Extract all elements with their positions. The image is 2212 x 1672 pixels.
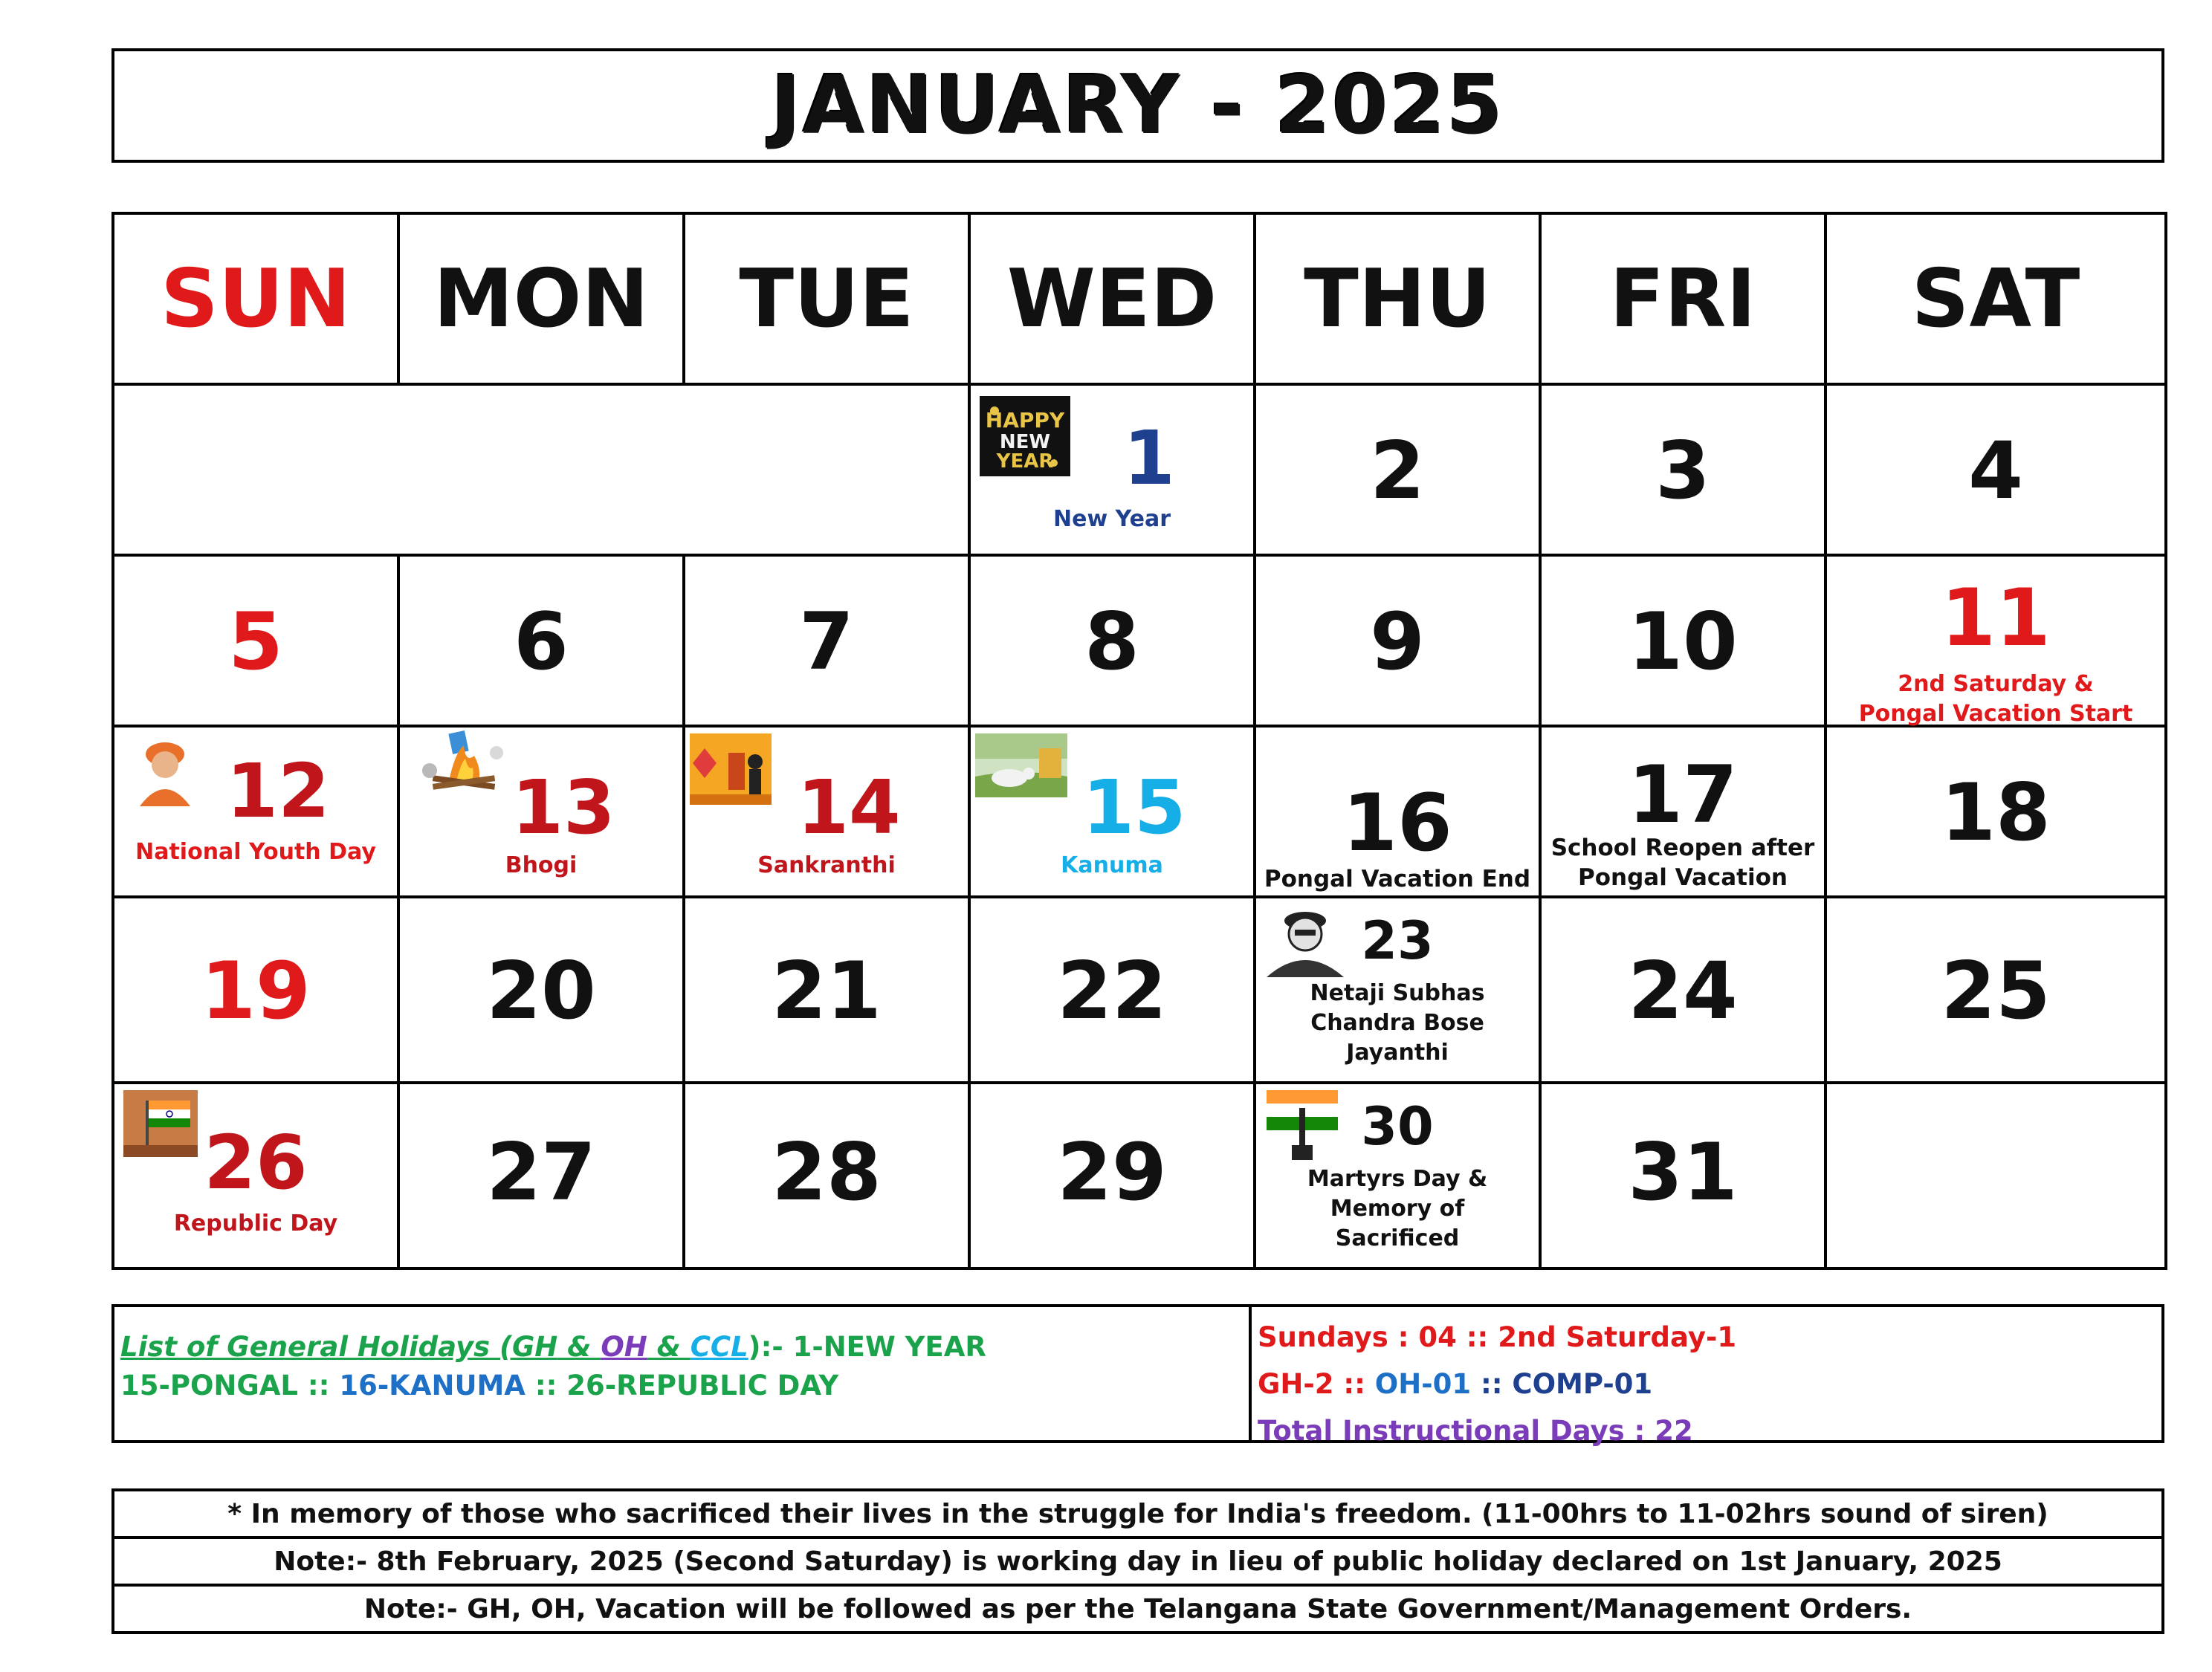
day-number: 13 xyxy=(511,764,615,851)
day-number: 1 xyxy=(1123,415,1175,502)
weekday-wed: WED xyxy=(969,213,1255,384)
svg-text:NEW: NEW xyxy=(999,431,1051,453)
holiday-list-line-1 xyxy=(120,1328,1243,1367)
amp-separator: & xyxy=(557,1331,601,1363)
day-number: 30 xyxy=(1361,1096,1434,1157)
oh-count: OH-01 xyxy=(1374,1367,1472,1400)
holiday-label: Republic Day xyxy=(173,1211,338,1237)
day-number: 22 xyxy=(1057,945,1167,1037)
holiday-label: School Reopen after xyxy=(1550,835,1815,861)
day-number: 25 xyxy=(1941,945,2051,1037)
day-cell-2 xyxy=(1255,384,1540,555)
day-number: 28 xyxy=(772,1127,882,1218)
calendar-title: JANUARY - 2025 xyxy=(771,59,1505,152)
day-number: 17 xyxy=(1628,749,1738,840)
holiday-label-line-2: Chandra Bose xyxy=(1310,1010,1484,1036)
holiday-label-line-2: Memory of xyxy=(1330,1196,1465,1222)
holiday-list-line-2 xyxy=(120,1367,1243,1405)
holiday-label: National Youth Day xyxy=(135,839,376,865)
holiday-label: Pongal Vacation End xyxy=(1264,866,1531,892)
weekday-fri: FRI xyxy=(1540,213,1825,384)
day-number: 26 xyxy=(204,1119,308,1206)
republic-day-entry: :: 26-REPUBLIC DAY xyxy=(525,1369,839,1402)
holiday-label-line-3: Jayanthi xyxy=(1346,1040,1449,1066)
day-cell-9 xyxy=(1255,555,1540,726)
holiday-counts xyxy=(1258,1361,2156,1408)
day-number: 18 xyxy=(1941,767,2051,858)
day-cell-18 xyxy=(1825,726,2166,897)
day-cell-20 xyxy=(398,897,684,1083)
day-cell-21 xyxy=(684,897,969,1083)
holiday-label: Bhogi xyxy=(505,852,578,878)
day-number: 15 xyxy=(1082,764,1186,851)
day-cell-11 xyxy=(1825,555,2166,726)
comp-count: COMP-01 xyxy=(1512,1367,1653,1400)
day-cell-29 xyxy=(969,1083,1255,1268)
calendar-title-box xyxy=(111,48,2164,163)
holiday-label: Kanuma xyxy=(1061,852,1163,878)
note-siren: * In memory of those who sacrificed their lives in the struggle for India's freedom. (11-00hrs to 11-02hrs sound of siren) xyxy=(114,1491,2161,1539)
notes-box xyxy=(111,1488,2164,1634)
day-number: 27 xyxy=(486,1127,596,1218)
week-row-4 xyxy=(113,897,2166,1083)
note-government-orders: Note:- GH, OH, Vacation will be followed as per the Telangana State Government/Management Orders. xyxy=(363,1593,1912,1624)
day-number: 14 xyxy=(797,764,901,851)
week-row-3 xyxy=(113,726,2166,897)
holiday-label-line-3: Sacrificed xyxy=(1335,1225,1460,1251)
kanuma-entry: 16-KANUMA xyxy=(339,1369,525,1402)
holiday-label: 2nd Saturday & xyxy=(1898,671,2094,697)
sundays-count: Sundays : 04 :: 2nd Saturday-1 xyxy=(1258,1321,1737,1353)
week-row-1 xyxy=(113,384,2166,555)
week-row-5 xyxy=(113,1083,2166,1268)
oh-label: OH xyxy=(601,1331,647,1363)
day-number: 31 xyxy=(1628,1127,1738,1218)
day-cell-16 xyxy=(1255,726,1540,897)
holiday-label: Martyrs Day & xyxy=(1307,1166,1488,1192)
week-row-2 xyxy=(113,555,2166,726)
day-number: 3 xyxy=(1655,425,1710,516)
day-cell-10 xyxy=(1540,555,1825,726)
day-cell-13 xyxy=(398,726,684,897)
day-cell-28 xyxy=(684,1083,969,1268)
gh-label: GH xyxy=(511,1331,558,1363)
day-number: 5 xyxy=(228,596,283,687)
day-cell-15 xyxy=(969,726,1255,897)
day-number: 2 xyxy=(1370,425,1425,516)
pongal-entry: 15-PONGAL :: xyxy=(120,1369,340,1402)
day-cell-12 xyxy=(113,726,398,897)
day-counts xyxy=(1252,1307,2161,1447)
day-number: 21 xyxy=(772,945,882,1037)
weekday-thu: THU xyxy=(1255,213,1540,384)
day-cell-7 xyxy=(684,555,969,726)
list-heading-prefix: List of General Holidays ( xyxy=(120,1331,512,1363)
day-cell-6 xyxy=(398,555,684,726)
list-heading-suffix: ):- 1-NEW YEAR xyxy=(748,1331,986,1363)
holiday-label-line-2: Pongal Vacation xyxy=(1578,864,1788,891)
holiday-legend xyxy=(111,1304,2164,1447)
day-number: 19 xyxy=(201,945,311,1037)
holiday-label-line-2: Pongal Vacation Start xyxy=(1858,701,2133,727)
holiday-label: Netaji Subhas xyxy=(1310,980,1485,1006)
day-cell-25 xyxy=(1825,897,2166,1083)
svg-text:HAPPY: HAPPY xyxy=(985,408,1065,432)
day-cell-14 xyxy=(684,726,969,897)
empty-day-cell xyxy=(113,384,969,555)
count-separator: :: xyxy=(1471,1367,1513,1400)
holiday-label: Sankranthi xyxy=(757,852,896,878)
day-cell-22 xyxy=(969,897,1255,1083)
day-number: 24 xyxy=(1628,945,1738,1037)
ccl-label: CCL xyxy=(690,1331,748,1363)
day-number: 23 xyxy=(1361,910,1434,971)
day-cell-5 xyxy=(113,555,398,726)
day-number: 29 xyxy=(1057,1127,1167,1218)
day-cell-3 xyxy=(1540,384,1825,555)
weekday-sat: SAT xyxy=(1825,213,2166,384)
gh-count: GH-2 :: xyxy=(1258,1367,1375,1400)
holiday-label: New Year xyxy=(1053,506,1171,532)
calendar-grid xyxy=(111,212,2167,1270)
day-number: 6 xyxy=(514,596,569,687)
weekday-tue: TUE xyxy=(684,213,969,384)
day-cell-19 xyxy=(113,897,398,1083)
day-cell-1 xyxy=(969,384,1255,555)
day-cell-23 xyxy=(1255,897,1540,1083)
day-cell-24 xyxy=(1540,897,1825,1083)
day-number: 12 xyxy=(226,748,330,835)
day-number: 20 xyxy=(486,945,596,1037)
day-number: 4 xyxy=(1968,425,2023,516)
day-cell-8 xyxy=(969,555,1255,726)
day-cell-4 xyxy=(1825,384,2166,555)
day-number: 16 xyxy=(1342,777,1452,869)
day-cell-30 xyxy=(1255,1083,1540,1268)
weekday-mon: MON xyxy=(398,213,684,384)
empty-day-cell xyxy=(1825,1083,2166,1268)
weekday-sun: SUN xyxy=(113,213,398,384)
day-cell-17 xyxy=(1540,726,1825,897)
svg-text:YEAR: YEAR xyxy=(996,450,1054,473)
day-number: 7 xyxy=(799,596,854,687)
day-number: 11 xyxy=(1941,572,2051,664)
day-number: 9 xyxy=(1370,596,1425,687)
note-working-day: Note:- 8th February, 2025 (Second Saturday) is working day in lieu of public holiday declared on 1st January, 2025 xyxy=(114,1539,2161,1587)
holiday-list xyxy=(114,1307,1252,1440)
day-number: 8 xyxy=(1084,596,1139,687)
day-cell-27 xyxy=(398,1083,684,1268)
day-cell-26 xyxy=(113,1083,398,1268)
amp-separator: & xyxy=(647,1331,691,1363)
day-cell-31 xyxy=(1540,1083,1825,1268)
instructional-days: Total Instructional Days : 22 xyxy=(1258,1414,1693,1447)
weekday-header-row xyxy=(113,213,2166,384)
day-number: 10 xyxy=(1628,596,1738,687)
